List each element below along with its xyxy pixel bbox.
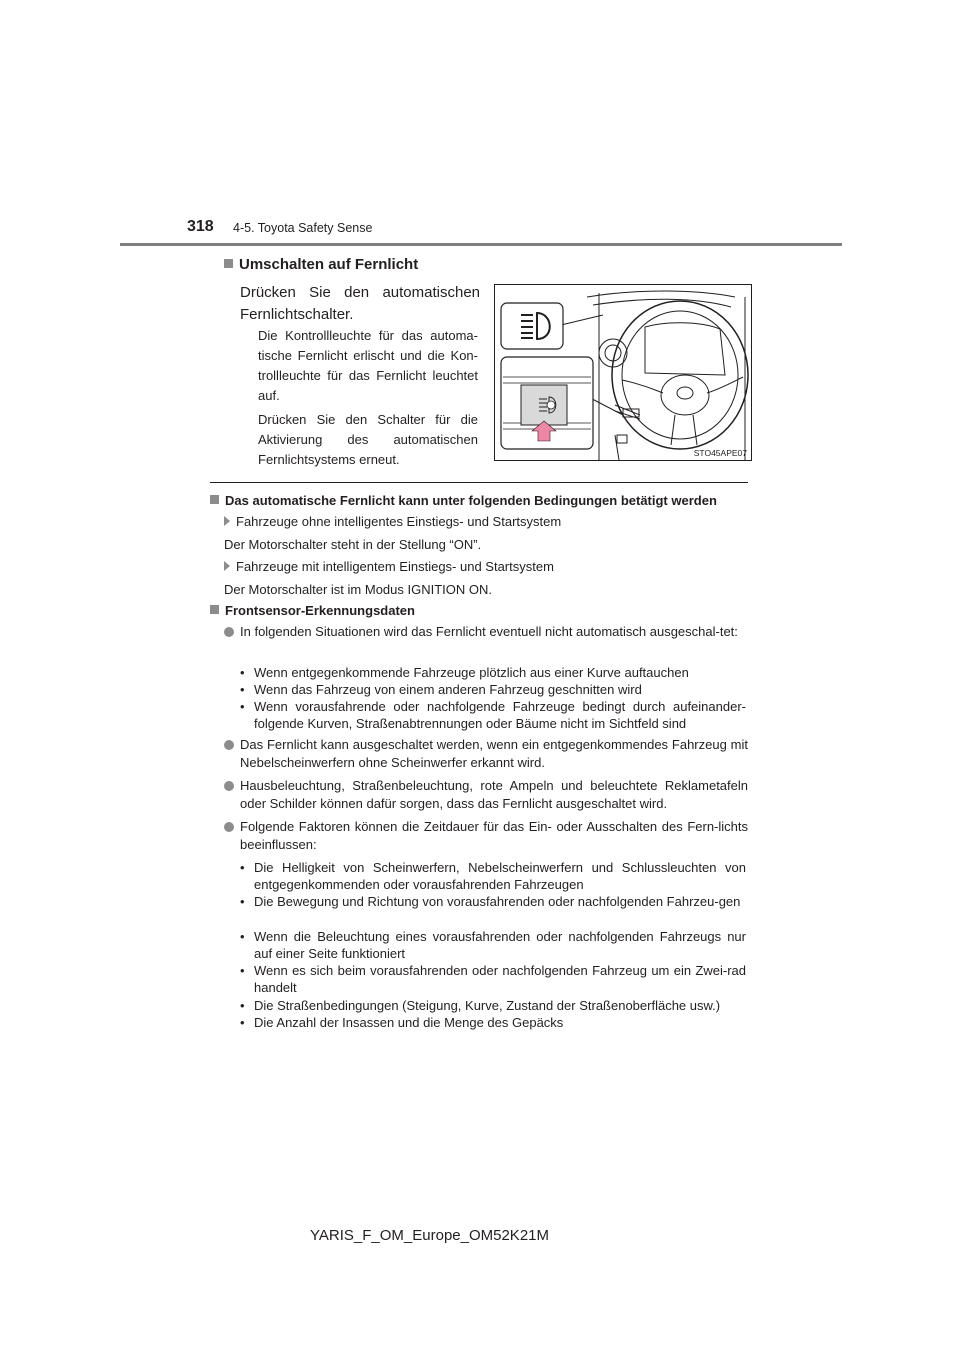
list-item [224,623,748,641]
list-text: Wenn das Fahrzeug von einem anderen Fahrzeug geschnitten wird [254,682,642,697]
case2-label: Fahrzeuge mit intelligentem Einstiegs- und Startsystem [236,559,554,574]
bullet-text: In folgenden Situationen wird das Fernlicht eventuell nicht automatisch ausgeschal-tet: [240,624,738,639]
case-with-smart-entry [224,558,554,576]
page-number: 318 [187,218,214,235]
list-item [224,736,748,772]
square-bullet-icon [224,259,233,268]
list-item: • Wenn die Beleuchtung eines vorausfahrenden oder nachfolgenden Fahrzeugs nur auf einer Seite funktioniert [240,929,746,961]
circle-bullet-icon [224,822,234,832]
note-deactivate: Drücken Sie den Schalter für die Aktivierung des automatischen Fernlichtsystems erneut. [258,412,478,467]
square-bullet-icon [210,605,219,614]
list-item: • Die Straßenbedingungen (Steigung, Kurve, Zustand der Straßenoberfläche usw.) [240,998,746,1015]
header-divider [120,243,842,246]
list-text: Wenn die Beleuchtung eines vorausfahrenden oder nachfolgenden Fahrzeugs nur auf einer Seite funktioniert [254,929,746,961]
list-item: • Wenn das Fahrzeug von einem anderen Fahrzeug geschnitten wird [240,682,746,699]
list-text: Die Straßenbedingungen (Steigung, Kurve, Zustand der Straßenoberfläche usw.) [254,998,721,1013]
circle-bullet-icon [224,781,234,791]
main-heading [224,256,418,273]
square-bullet-icon [210,495,219,504]
list-item: • Die Bewegung und Richtung von vorausfahrenden oder nachfolgenden Fahrzeu-gen [240,894,746,911]
dashboard-illustration [494,284,752,461]
case2-text: Der Motorschalter ist im Modus IGNITION ON. [224,582,492,597]
case-without-smart-entry [224,513,561,531]
list-item [224,818,748,854]
list-text: Wenn es sich beim vorausfahrenden oder nachfolgenden Fahrzeug um ein Zwei-rad handelt [254,963,746,995]
info-heading-sensor-text: Frontsensor-Erkennungsdaten [225,603,415,618]
dashboard-drawing [495,285,751,460]
list-item: • Die Anzahl der Insassen und die Menge des Gepäcks [240,1015,746,1032]
list-item: • Wenn vorausfahrende oder nachfolgende Fahrzeuge bedingt durch aufeinander-folgende Kurven, Straßenabtrennungen oder Bäume nicht im Sichtfeld sind [240,699,746,731]
document-code: YARIS_F_OM_Europe_OM52K21M [310,1227,549,1244]
list-text: Die Helligkeit von Scheinwerfern, Nebelscheinwerfern und Schlussleuchten von entgegenkommenden oder vorausfahrenden Fahrzeugen [254,860,746,892]
list-text: Wenn entgegenkommende Fahrzeuge plötzlich aus einer Kurve auftauchen [254,665,689,680]
triangle-bullet-icon [224,561,230,571]
case1-label: Fahrzeuge ohne intelligentes Einstiegs- und Startsystem [236,514,562,529]
main-heading-text: Umschalten auf Fernlicht [239,256,419,273]
note-indicator-change: Die Kontrollleuchte für das automa-tische Fernlicht erlischt und die Kon-trollleuchte für das Fernlicht leuchtet auf. [258,328,478,403]
list-text: Die Anzahl der Insassen und die Menge des Gepäcks [254,1015,564,1030]
circle-bullet-icon [224,627,234,637]
instruction-text: Drücken Sie den automatischen Fernlichtschalter. [240,284,480,323]
bullet-text: Das Fernlicht kann ausgeschaltet werden, wenn ein entgegenkommendes Fahrzeug mit Nebelscheinwerfern ohne Scheinwerfer erkannt wird. [240,737,748,770]
bullet-text: Folgende Faktoren können die Zeitdauer für das Ein- oder Ausschalten des Fern-lichts beeinflussen: [240,819,748,852]
info-heading-conditions [210,493,717,508]
illustration-code: STO45APE07 [693,448,747,458]
list-item: • Die Helligkeit von Scheinwerfern, Nebelscheinwerfern und Schlussleuchten von entgegenkommenden oder vorausfahrenden Fahrzeugen [240,860,746,892]
section-title: 4-5. Toyota Safety Sense [233,221,373,235]
list-text: Wenn vorausfahrende oder nachfolgende Fahrzeuge bedingt durch aufeinander-folgende Kurven, Straßenabtrennungen oder Bäume nicht im Sichtfeld sind [254,699,746,731]
info-heading-sensor [210,603,415,618]
list-item: • Wenn es sich beim vorausfahrenden oder nachfolgenden Fahrzeug um ein Zwei-rad handelt [240,963,746,995]
section-divider [210,482,748,483]
list-item [224,777,748,813]
case1-text: Der Motorschalter steht in der Stellung “ON”. [224,537,482,552]
info-heading-conditions-text: Das automatische Fernlicht kann unter folgenden Bedingungen betätigt werden [225,493,717,508]
circle-bullet-icon [224,740,234,750]
list-text: Die Bewegung und Richtung von vorausfahrenden oder nachfolgenden Fahrzeu-gen [254,894,741,909]
bullet-text: Hausbeleuchtung, Straßenbeleuchtung, rote Ampeln und beleuchtete Reklametafeln oder Schilder können dafür sorgen, dass das Fernlicht ausgeschaltet wird. [240,778,748,811]
triangle-bullet-icon [224,516,230,526]
list-item: • Wenn entgegenkommende Fahrzeuge plötzlich aus einer Kurve auftauchen [240,665,746,682]
